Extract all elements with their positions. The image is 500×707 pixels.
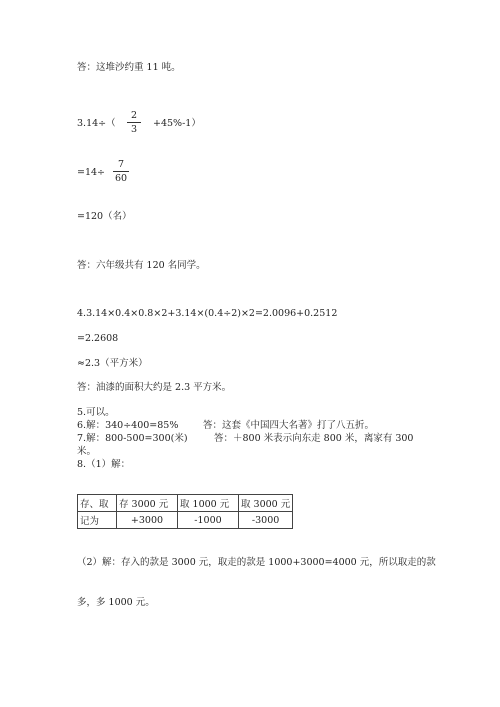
problem-8-part-2: （2）解：存入的款是 3000 元，取走的款是 1000+3000=4000 元，所以取走的款 bbox=[77, 557, 436, 568]
fraction-numerator: 2 bbox=[130, 110, 138, 121]
table-row bbox=[78, 495, 293, 512]
problem-8-heading: 8.（1）解： bbox=[77, 459, 131, 470]
fraction-denominator: 60 bbox=[114, 173, 128, 184]
table-cell: 记为 bbox=[78, 512, 117, 529]
problem-7-answer: 答：＋800 米表示向东走 800 米，离家有 300 bbox=[214, 433, 414, 444]
expr-line-start: 3.14÷（ bbox=[77, 118, 116, 129]
expr-line-end: +45%-1） bbox=[153, 118, 201, 129]
deposit-withdraw-table bbox=[77, 494, 293, 529]
problem-5-answer: 5.可以。 bbox=[77, 407, 115, 418]
fraction-two-thirds bbox=[127, 110, 141, 135]
problem-4-step: =2.2608 bbox=[77, 333, 119, 344]
problem-4-approx: ≈2.3（平方米） bbox=[77, 358, 148, 369]
fraction-seven-sixtieths bbox=[113, 159, 129, 184]
table-cell: -3000 bbox=[239, 512, 293, 529]
expr-result: =120（名） bbox=[77, 211, 132, 222]
problem-7-answer-cont: 米。 bbox=[77, 446, 97, 457]
fraction-denominator: 3 bbox=[130, 124, 138, 135]
problem-6-solution: 6.解：340÷400=85% bbox=[77, 420, 179, 431]
table-cell: +3000 bbox=[117, 512, 178, 529]
problem-8-part-2-cont: 多，多 1000 元。 bbox=[77, 597, 155, 608]
expr-step-2: =14÷ bbox=[77, 167, 106, 178]
fraction-bar bbox=[127, 122, 141, 123]
fraction-bar bbox=[113, 171, 129, 172]
answer-paint-area: 答：油漆的面积大约是 2.3 平方米。 bbox=[77, 382, 232, 393]
problem-7-solution: 7.解：800-500=300(米) bbox=[77, 433, 188, 444]
problem-4-expression: 4.3.14×0.4×0.8×2+3.14×(0.4÷2)×2=2.0096+0.2512 bbox=[77, 308, 338, 319]
answer-sand-weight: 答：这堆沙约重 11 吨。 bbox=[77, 62, 181, 73]
table-header-cell: 存 3000 元 bbox=[117, 495, 178, 512]
fraction-numerator: 7 bbox=[117, 159, 125, 170]
table-header-cell: 取 3000 元 bbox=[239, 495, 293, 512]
table-header-cell: 取 1000 元 bbox=[178, 495, 239, 512]
problem-6-answer: 答：这套《中国四大名著》打了八五折。 bbox=[203, 420, 375, 431]
table-row bbox=[78, 512, 293, 529]
table-header-cell: 存、取 bbox=[78, 495, 117, 512]
table-cell: -1000 bbox=[178, 512, 239, 529]
answer-students: 答：六年级共有 120 名同学。 bbox=[77, 260, 206, 271]
